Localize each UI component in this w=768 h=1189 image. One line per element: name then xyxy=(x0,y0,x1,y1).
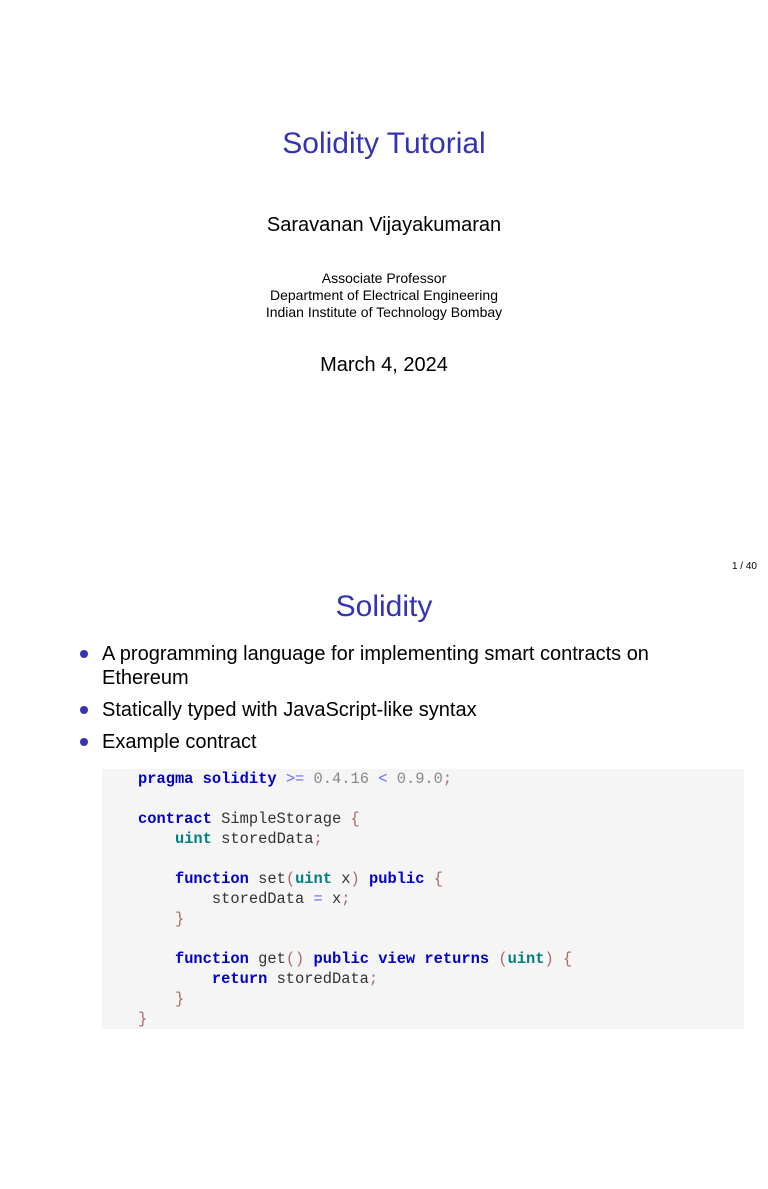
code-line xyxy=(138,1009,147,1029)
code-punctuation: ) xyxy=(544,950,554,968)
code-identifier: x xyxy=(341,870,351,888)
code-identifier: SimpleStorage xyxy=(221,810,342,828)
page-number: 1 / 40 xyxy=(731,561,757,572)
code-line xyxy=(138,969,378,989)
presentation-date: March 4, 2024 xyxy=(320,354,448,376)
code-punctuation: } xyxy=(174,910,185,928)
code-operator: < xyxy=(378,770,388,788)
bullet-icon xyxy=(80,650,88,658)
code-keyword: return xyxy=(211,970,268,988)
code-keyword: function xyxy=(174,950,249,968)
code-identifier: x xyxy=(332,890,342,908)
code-punctuation: ; xyxy=(313,830,323,848)
list-item xyxy=(80,698,720,722)
code-punctuation: { xyxy=(433,870,443,888)
affiliation-position: Associate Professor xyxy=(321,270,447,286)
affiliation-institute: Indian Institute of Technology Bombay xyxy=(265,304,503,320)
code-block xyxy=(102,769,744,1029)
bullet-icon xyxy=(80,738,88,746)
code-punctuation: ) xyxy=(350,870,360,888)
code-line xyxy=(138,769,452,789)
code-type: uint xyxy=(174,830,212,848)
bullet-text: A programming language for implementing smart contracts on Ethereum xyxy=(102,643,649,689)
code-identifier: get xyxy=(258,950,286,968)
code-keyword: returns xyxy=(424,950,490,968)
code-keyword: public xyxy=(313,950,369,968)
code-line xyxy=(138,829,323,849)
code-keyword: public xyxy=(369,870,425,888)
code-keyword: solidity xyxy=(202,770,277,788)
code-version: 0.4.16 xyxy=(313,770,369,788)
slide-title: Solidity Tutorial xyxy=(282,127,486,160)
code-punctuation: { xyxy=(350,810,360,828)
code-type: uint xyxy=(507,950,545,968)
code-line xyxy=(138,809,360,829)
code-identifier: storedData xyxy=(221,830,314,848)
code-identifier: storedData xyxy=(276,970,369,988)
code-operator: >= xyxy=(285,770,305,788)
bullet-list xyxy=(80,642,720,762)
code-identifier: storedData xyxy=(211,890,305,908)
list-item xyxy=(80,642,720,690)
slide-title: Solidity xyxy=(335,590,433,623)
code-punctuation: ( xyxy=(498,950,508,968)
bullet-icon xyxy=(80,706,88,714)
code-punctuation: } xyxy=(138,1010,148,1028)
affiliation-block xyxy=(0,270,768,321)
code-type: uint xyxy=(295,870,333,888)
bullet-text: Statically typed with JavaScript-like syntax xyxy=(102,699,477,721)
bullet-text: Example contract xyxy=(102,731,257,753)
code-keyword: contract xyxy=(138,810,212,828)
code-punctuation: } xyxy=(174,990,185,1008)
code-punctuation: ; xyxy=(442,770,453,788)
code-keyword: view xyxy=(378,950,416,968)
code-line xyxy=(138,989,184,1009)
code-line xyxy=(138,949,572,969)
content-slide xyxy=(0,576,768,1028)
code-punctuation: () xyxy=(285,950,305,968)
affiliation-department: Department of Electrical Engineering xyxy=(269,287,498,303)
code-line xyxy=(138,909,184,929)
code-keyword: function xyxy=(174,870,249,888)
code-keyword: pragma xyxy=(138,770,194,788)
code-line xyxy=(138,889,351,909)
code-punctuation: { xyxy=(563,950,573,968)
title-slide xyxy=(0,0,768,576)
code-punctuation: ; xyxy=(368,970,379,988)
code-version: 0.9.0 xyxy=(396,770,443,788)
code-punctuation: ( xyxy=(285,870,296,888)
list-item xyxy=(80,730,720,754)
code-punctuation: ; xyxy=(341,890,351,908)
code-operator: = xyxy=(313,890,323,908)
author-name: Saravanan Vijayakumaran xyxy=(266,214,502,236)
code-line xyxy=(138,869,443,889)
code-identifier: set xyxy=(258,870,286,888)
